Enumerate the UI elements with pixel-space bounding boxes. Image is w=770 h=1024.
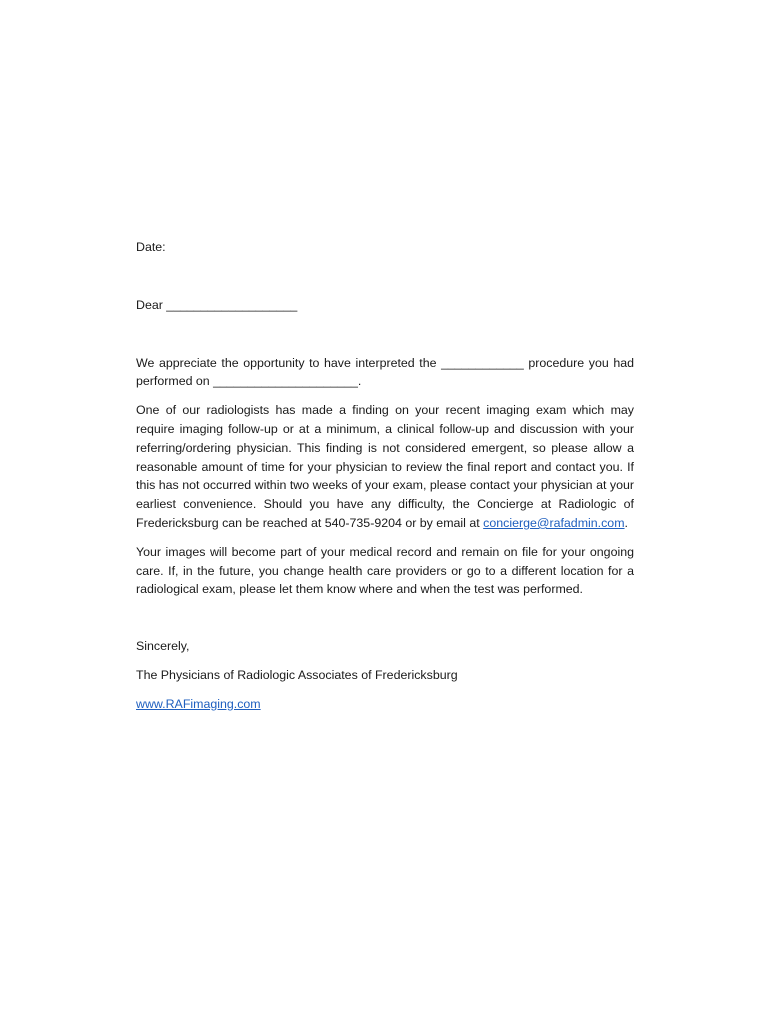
concierge-email-link[interactable]: concierge@rafadmin.com [483,515,625,530]
letter-body [136,238,634,714]
paragraph-finding-end: . [624,515,628,530]
paragraph-records: Your images will become part of your medical record and remain on file for your ongoing care. If, in the future, you change health care providers or go to a different location for a radiological exam, please let them know where and when the test was performed. [136,544,634,597]
paragraph-finding-text: One of our radiologists has made a finding on your recent imaging exam which may require imaging follow-up or at a minimum, a clinical follow-up and discussion with your referring/ordering physician. This finding is not considered emergent, so please allow a reasonable amount of time for your physician to review the final report and contact you. If this has not occurred within two weeks of your exam, please contact your physician at your earliest convenience. Should you have any difficulty, the Concierge at Radiologic of Fredericksburg can be reached at 540-735-9204 or by email at [136,403,634,530]
signature: The Physicians of Radiologic Associates of Fredericksburg [136,667,458,682]
paragraph-appreciation: We appreciate the opportunity to have interpreted the ____________ procedure you had performed on _____________________. [136,355,634,389]
salutation: Dear ___________________ [136,297,298,312]
date-label: Date: [136,240,166,254]
paragraph-finding [136,401,634,533]
closing: Sincerely, [136,639,190,654]
website-link[interactable]: www.RAFimaging.com [136,696,261,711]
website-line [136,695,634,714]
